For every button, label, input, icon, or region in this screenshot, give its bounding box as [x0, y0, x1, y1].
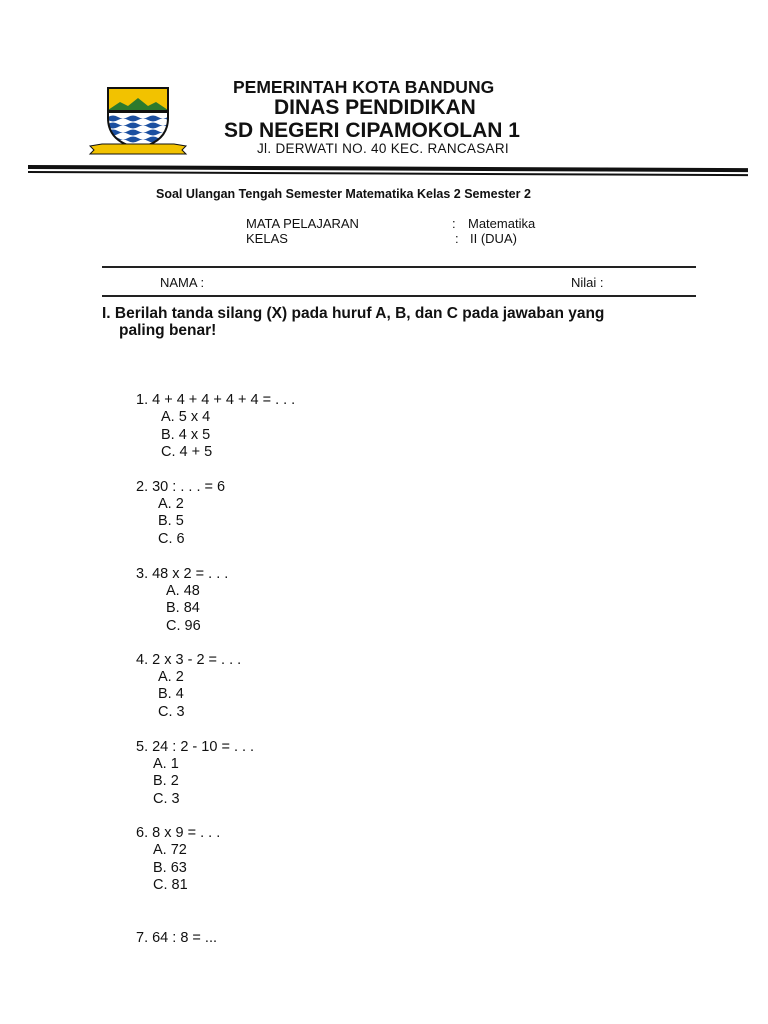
question-4: 4. 2 x 3 - 2 = . . .: [136, 652, 242, 668]
subject-label: MATA PELAJARAN: [246, 216, 359, 231]
instruction-line-1: I. Berilah tanda silang (X) pada huruf A, B, dan C pada jawaban yang: [102, 305, 605, 322]
name-label: NAMA :: [160, 275, 205, 290]
question-5-option-a: A. 1: [153, 756, 179, 772]
question-6-option-b: B. 63: [153, 860, 187, 876]
subject-separator: :: [452, 216, 456, 231]
question-2-option-c: C. 6: [158, 531, 185, 547]
question-6: 6. 8 x 9 = . . .: [136, 825, 221, 841]
school-name: SD NEGERI CIPAMOKOLAN 1: [224, 119, 520, 142]
question-3: 3. 48 x 2 = . . .: [136, 566, 229, 582]
question-5-option-b: B. 2: [153, 773, 179, 789]
name-bar-top-line: [102, 266, 696, 268]
question-4-option-c: C. 3: [158, 704, 185, 720]
question-2-option-b: B. 5: [158, 513, 184, 529]
subject-value: Matematika: [468, 216, 536, 231]
class-separator: :: [455, 231, 459, 246]
question-1-option-c: C. 4 + 5: [161, 444, 213, 460]
question-5: 5. 24 : 2 - 10 = . . .: [136, 739, 255, 755]
question-4-option-b: B. 4: [158, 686, 184, 702]
government-title: PEMERINTAH KOTA BANDUNG: [233, 77, 495, 97]
question-6-option-c: C. 81: [153, 877, 188, 893]
question-7: 7. 64 : 8 = ...: [136, 930, 218, 946]
question-1-option-a: A. 5 x 4: [161, 409, 211, 425]
question-2: 2. 30 : . . . = 6: [136, 479, 226, 495]
question-4-option-a: A. 2: [158, 669, 184, 685]
question-5-option-c: C. 3: [153, 791, 180, 807]
school-address: Jl. DERWATI NO. 40 KEC. RANCASARI: [257, 141, 509, 156]
exam-title: Soal Ulangan Tengah Semester Matematika Kelas 2 Semester 2: [156, 187, 531, 201]
question-2-option-a: A. 2: [158, 496, 184, 512]
question-6-option-a: A. 72: [153, 842, 187, 858]
question-1: 1. 4 + 4 + 4 + 4 + 4 = . . .: [136, 392, 296, 408]
class-label: KELAS: [246, 231, 288, 246]
question-1-option-b: B. 4 x 5: [161, 427, 211, 443]
department-title: DINAS PENDIDIKAN: [274, 96, 476, 119]
question-3-option-c: C. 96: [166, 618, 201, 634]
question-3-option-b: B. 84: [166, 600, 200, 616]
score-label: Nilai :: [571, 275, 604, 290]
city-emblem-logo: [88, 84, 188, 158]
instruction-text: [102, 305, 662, 339]
header-divider-thin: [28, 171, 748, 176]
class-value: II (DUA): [470, 231, 517, 246]
name-bar-bottom-line: [102, 295, 696, 297]
instruction-line-2: paling benar!: [119, 322, 217, 339]
question-3-option-a: A. 48: [166, 583, 200, 599]
